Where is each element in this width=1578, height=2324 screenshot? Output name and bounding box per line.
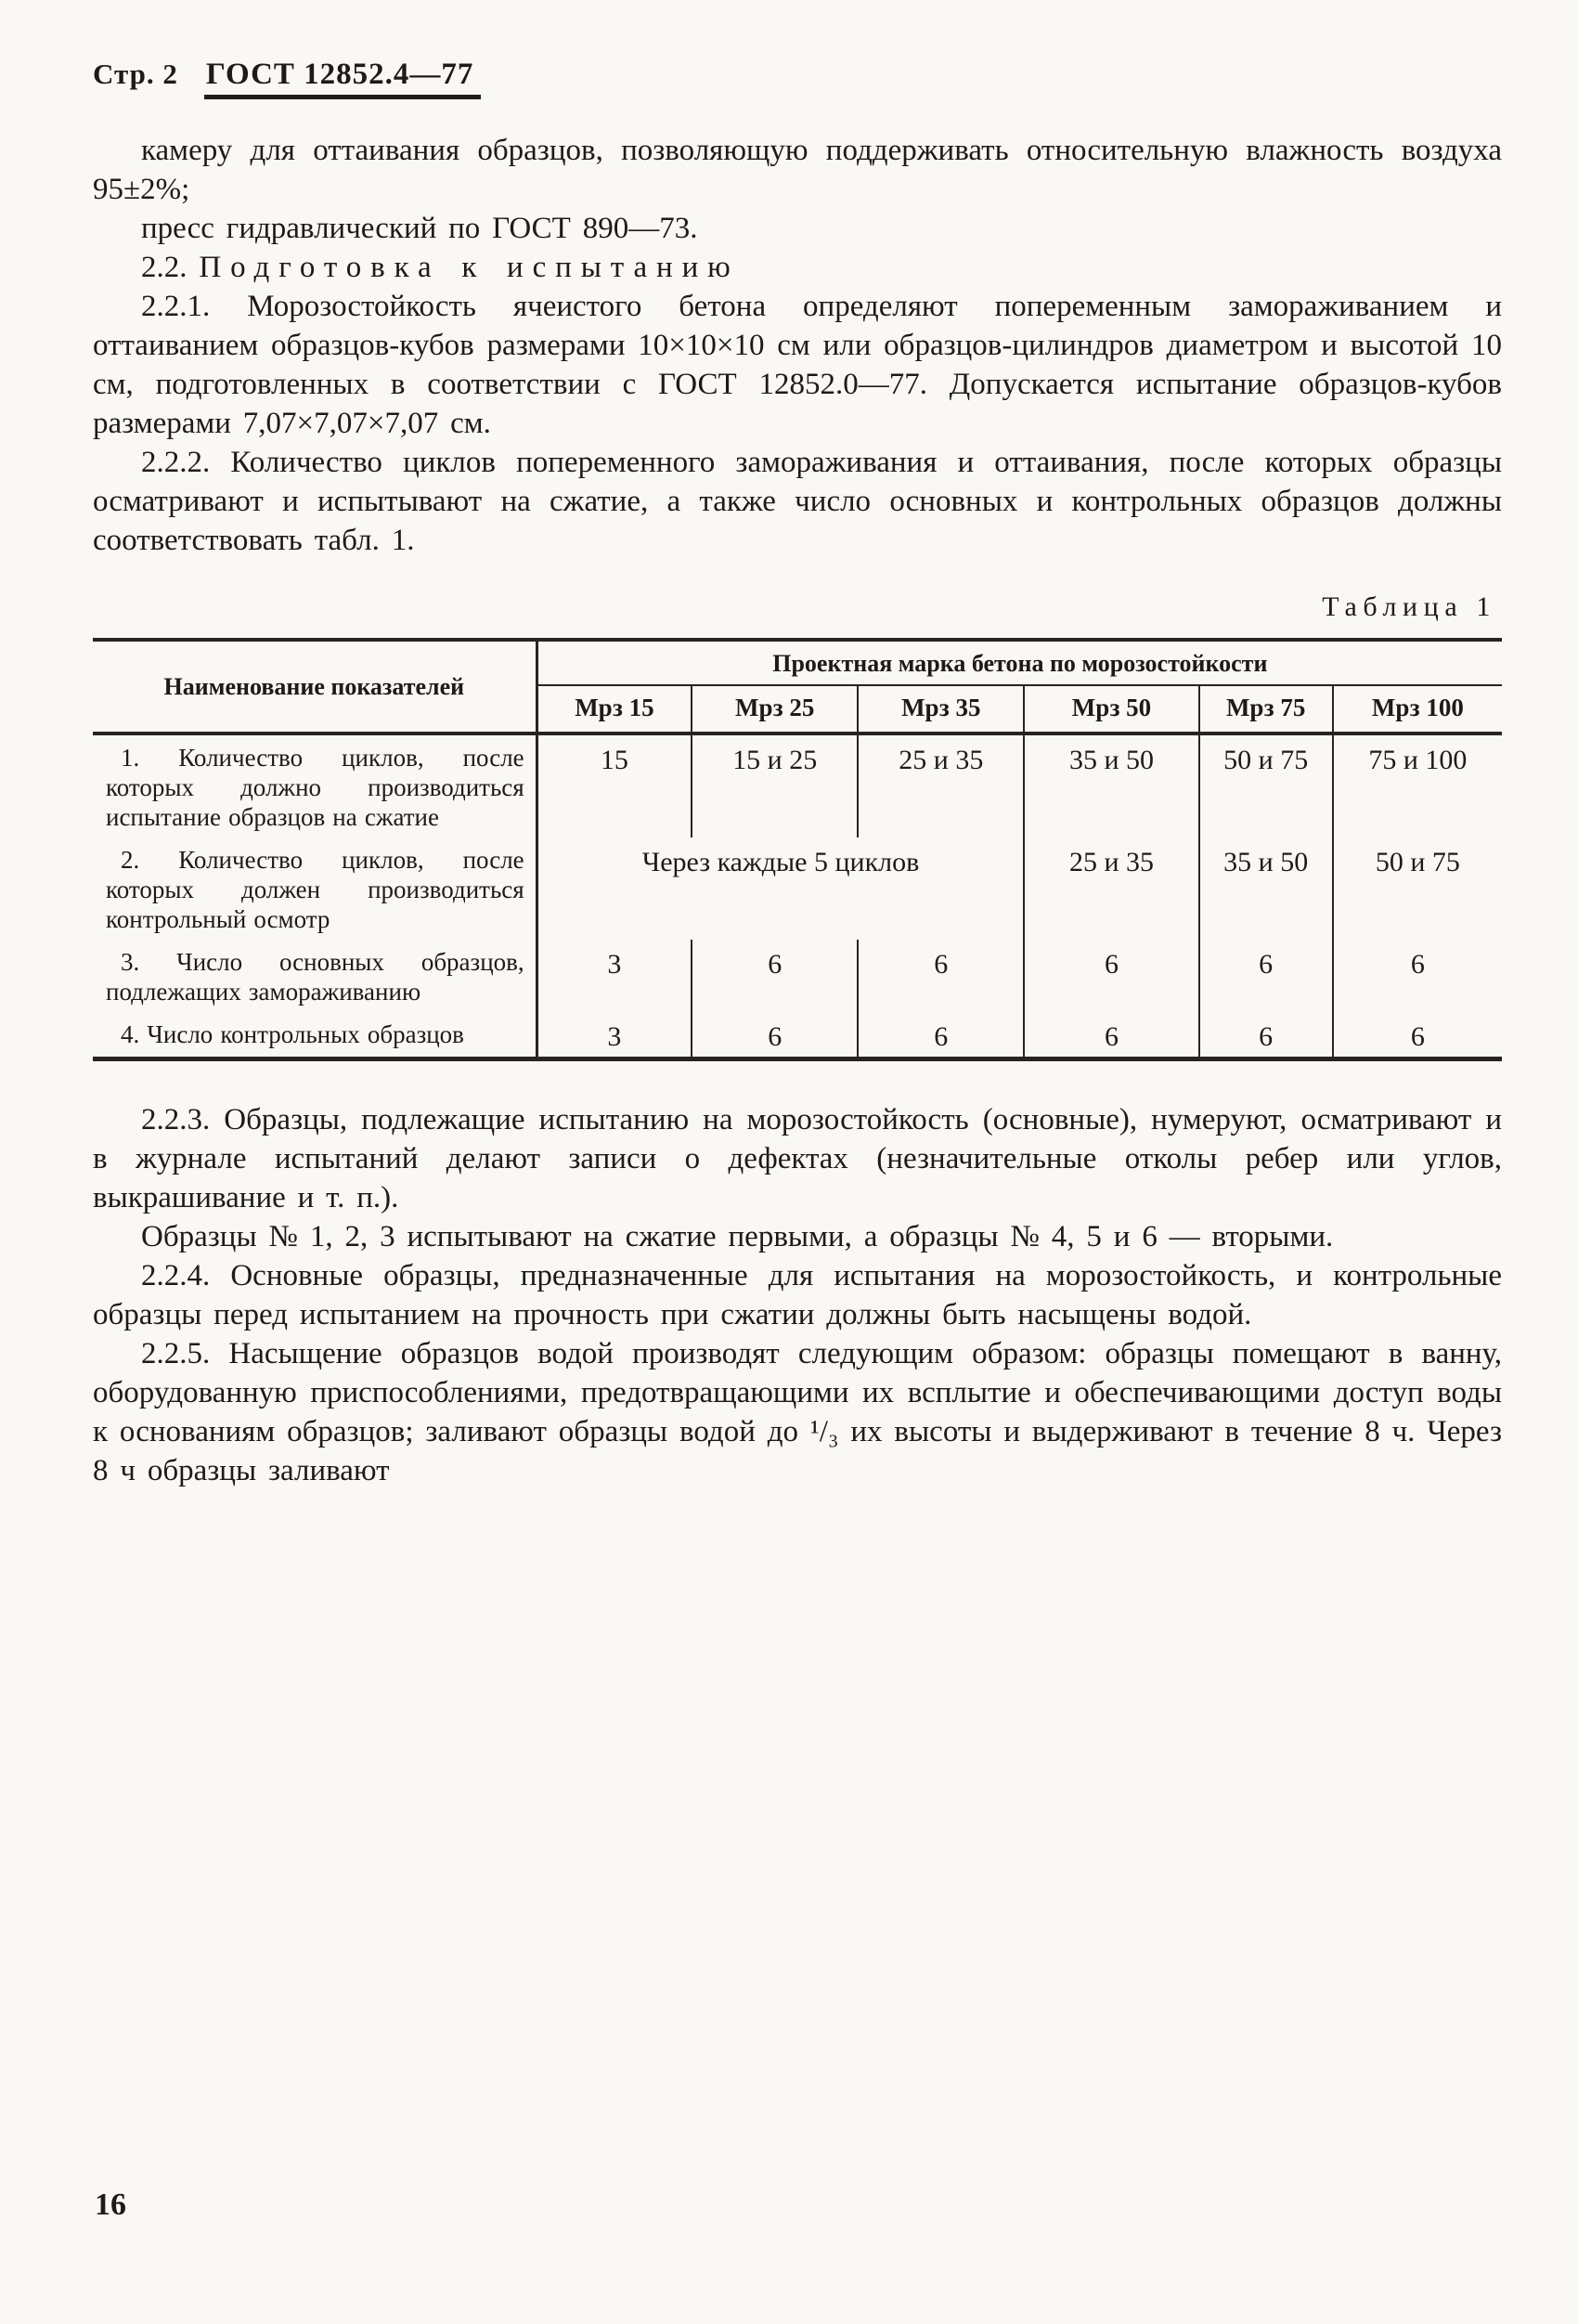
cell-value: 50 и 75	[1333, 837, 1502, 940]
page-content	[93, 58, 1502, 1490]
paragraph-2-2-1: 2.2.1. Морозостойкость ячеистого бетона определяют попеременным замораживанием и оттаиванием образцов-кубов размерами 10×10×10 см или образцов-цилиндров диаметром и высотой 10 см, подготовленных в соответствии с ГОСТ 12852.0—77. Допускается испытание образцов-кубов размерами 7,07×7,07×7,07 см.	[93, 290, 1502, 440]
cell-value: 6	[1024, 1012, 1198, 1059]
cell-value: 6	[858, 1012, 1024, 1059]
cell-value: 6	[692, 1012, 858, 1059]
table-row-main-samples	[93, 940, 1502, 1012]
cell-value: 75 и 100	[1333, 734, 1502, 837]
table-row-control-samples	[93, 1012, 1502, 1059]
table-row-inspection-cycles	[93, 837, 1502, 940]
page-header	[93, 58, 1502, 99]
cell-value: 35 и 50	[1199, 837, 1333, 940]
table-column-mrz-25: Мрз 25	[692, 685, 858, 734]
cell-value: 15	[600, 745, 628, 775]
paragraph-sample-order: Образцы № 1, 2, 3 испытывают на сжатие первыми, а образцы № 4, 5 и 6 — вторыми.	[141, 1220, 1334, 1253]
cell-value: 6	[1199, 1012, 1333, 1059]
row-label: 2. Количество циклов, после которых должен производиться контрольный осмотр	[93, 837, 537, 940]
section-heading-2-2	[93, 248, 1502, 287]
cell-value: 25 и 35	[858, 734, 1024, 837]
cell-value: 6	[1199, 940, 1333, 1012]
cell-value: 6	[1333, 1012, 1502, 1059]
doc-number: ГОСТ 12852.4—77	[204, 58, 482, 99]
cell-value: 3	[607, 1021, 622, 1052]
cell-value: 15 и 25	[692, 734, 858, 837]
cell-value: 6	[1333, 940, 1502, 1012]
row-label: 1. Количество циклов, после которых должно производиться испытание образцов на сжатие	[93, 734, 537, 837]
row-label: 3. Число основных образцов, подлежащих замораживанию	[93, 940, 537, 1012]
table-column-mrz-100: Мрз 100	[1333, 685, 1502, 734]
table-caption: Таблица 1	[1322, 591, 1496, 622]
page-label: Стр. 2	[93, 58, 178, 90]
row-label: 4. Число контрольных образцов	[93, 1012, 537, 1059]
table-column-mrz-15: Мрз 15	[537, 685, 692, 734]
table-column-mrz-35: Мрз 35	[858, 685, 1024, 734]
cell-value: 3	[607, 949, 622, 980]
table-header-name: Наименование показателей	[93, 640, 537, 734]
cell-value: 6	[858, 940, 1024, 1012]
section-title: Подготовка к испытанию	[199, 251, 740, 284]
cell-value: 35 и 50	[1024, 734, 1198, 837]
table-column-mrz-75: Мрз 75	[1199, 685, 1333, 734]
paragraph-2-2-4: 2.2.4. Основные образцы, предназначенные для испытания на морозостойкость, и контрольные образцы перед испытанием на прочность при сжатии должны быть насыщены водой.	[93, 1259, 1502, 1331]
table-header-row-1	[93, 640, 1502, 685]
cell-value: 6	[692, 940, 858, 1012]
section-number: 2.2.	[141, 251, 188, 284]
table-row-compression-cycles	[93, 734, 1502, 837]
cell-value: 25 и 35	[1024, 837, 1198, 940]
cell-value: 6	[1024, 940, 1198, 1012]
paragraph-2-2-5: 2.2.5. Насыщение образцов водой производят следующим образом: образцы помещают в ванну, оборудованную приспособлениями, предотвращающими их всплытие и обеспечивающими доступ воды к основаниям образцов; заливают образцы водой до ¹/₃ их высоты и выдерживают в течение 8 ч. Через 8 ч образцы заливают	[93, 1337, 1502, 1487]
paragraph-2-2-2: 2.2.2. Количество циклов попеременного замораживания и оттаивания, после которых образцы осматривают и испытывают на сжатие, а также число основных и контрольных образцов должны соответствовать табл. 1.	[93, 446, 1502, 557]
paragraph-thaw-chamber: камеру для оттаивания образцов, позволяющую поддерживать относительную влажность воздуха 95±2%;	[93, 134, 1502, 206]
cell-value: 50 и 75	[1199, 734, 1333, 837]
table-header-group: Проектная марка бетона по морозостойкости	[537, 640, 1502, 685]
cell-value-span: Через каждые 5 циклов	[641, 847, 920, 877]
frost-resistance-table	[93, 638, 1502, 1061]
table-column-mrz-50: Мрз 50	[1024, 685, 1198, 734]
footer-page-number: 16	[95, 2188, 126, 2222]
paragraph-2-2-3: 2.2.3. Образцы, подлежащие испытанию на морозостойкость (основные), нумеруют, осматривают и в журнале испытаний делают записи о дефектах (незначительные отколы ребер или углов, выкрашивание и т. п.).	[93, 1103, 1502, 1214]
paragraph-hydraulic-press: пресс гидравлический по ГОСТ 890—73.	[141, 212, 698, 245]
